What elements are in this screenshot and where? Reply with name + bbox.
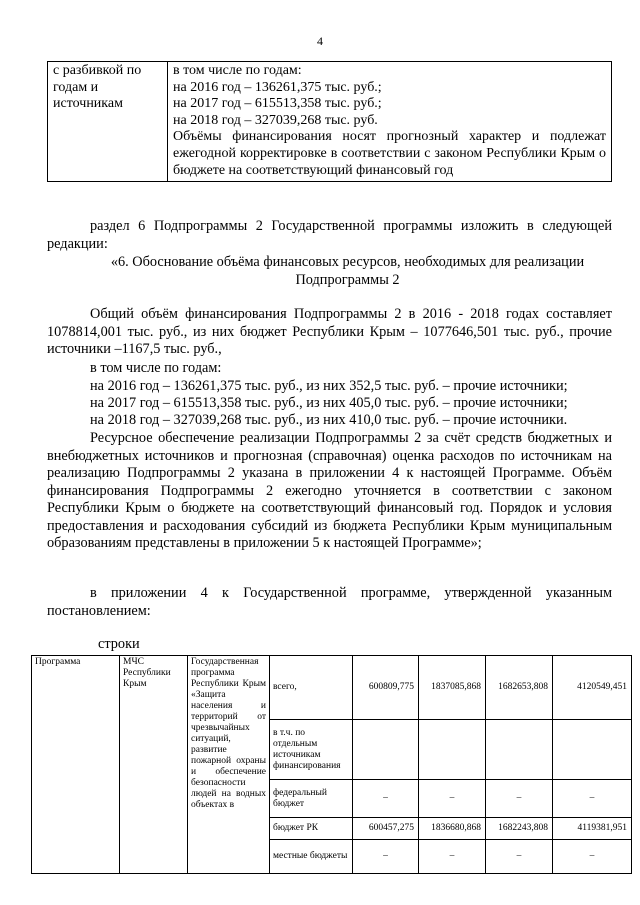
instruction-appendix4: в приложении 4 к Государственной программе, утвержденной указанным постановлением: xyxy=(47,585,612,619)
table-cell: 4119381,951 xyxy=(553,818,632,840)
table-cell: – xyxy=(419,840,486,874)
table-cell: 1837085,868 xyxy=(419,656,486,720)
table-cell: – xyxy=(353,840,419,874)
table-cell: 1682243,808 xyxy=(486,818,553,840)
table-cell xyxy=(419,720,486,780)
paragraph-resources: Ресурсное обеспечение реализации Подпрограммы 2 за счёт средств бюджетных и внебюджетных источников и прогнозная (справочная) оценка расходов по источникам на реализацию Подпрограммы 2 указана в приложении 4 к настоящей Программе. Объём финансирования Подпрограммы 2 ежегодно уточняется в соответствии с законом Республики Крым о бюджете на соответствующий финансовый год. Порядок и условия предоставления и расходования субсидий из бюджета Республики Крым муниципальным образованиям представлены в приложении 5 к настоящей Программе»; xyxy=(47,430,612,551)
funding-left-cell: с разбивкой по годам и источникам xyxy=(48,62,168,182)
page-number: 4 xyxy=(317,34,323,48)
section-title: «6. Обоснование объёма финансовых ресурсов, необходимых для реализации Подпрограммы 2 xyxy=(110,254,585,288)
row-label: местные бюджеты xyxy=(270,840,353,874)
year-2017-line: на 2017 год – 615513,358 тыс. руб., из них 405,0 тыс. руб. – прочие источники; xyxy=(90,395,568,411)
table-cell: 4120549,451 xyxy=(553,656,632,720)
table-cell: 600809,775 xyxy=(353,656,419,720)
agency-cell: МЧС Республики Крым xyxy=(120,656,188,874)
table-cell: 1836680,868 xyxy=(419,818,486,840)
table-cell xyxy=(486,720,553,780)
table-cell: – xyxy=(486,840,553,874)
table-cell xyxy=(353,720,419,780)
year-2016-line: на 2016 год – 136261,375 тыс. руб., из них 352,5 тыс. руб. – прочие источники; xyxy=(90,378,568,394)
table-cell: 600457,275 xyxy=(353,818,419,840)
table-cell: 1682653,808 xyxy=(486,656,553,720)
program-cell: Программа xyxy=(32,656,120,874)
table-cell: – xyxy=(419,780,486,818)
program-name-cell: Государственная программа Республики Крым «Защита населения и территорий от чрезвычайных ситуаций, развитие пожарной охраны и обеспечение безопасности людей на водных объектах в xyxy=(188,656,270,874)
row-label: федеральный бюджет xyxy=(270,780,353,818)
year-2018-line: на 2018 год – 327039,268 тыс. руб., из них 410,0 тыс. руб. – прочие источники. xyxy=(90,412,568,428)
table-cell: – xyxy=(553,780,632,818)
program-funding-table xyxy=(31,655,632,874)
row-label: всего, xyxy=(270,656,353,720)
table-cell: – xyxy=(486,780,553,818)
funding-note: Объёмы финансирования носят прогнозный характер и подлежат ежегодной корректировке в соответствии с законом Республики Крым о бюджете на соответствующий финансовый год xyxy=(173,129,606,178)
table-cell: – xyxy=(353,780,419,818)
funding-right-cell: в том числе по годам: на 2016 год – 136261,375 тыс. руб.; на 2017 год – 615513,358 тыс. руб.; на 2018 год – 327039,268 тыс. руб. Объёмы финансирования носят прогнозный характер и подлежат ежегодной корректировке в соответствии с законом Республики Крым о бюджете на соответствующий финансовый год xyxy=(168,62,612,182)
paragraph-total-funding: Общий объём финансирования Подпрограммы 2 в 2016 - 2018 годах составляет 1078814,001 тыс. руб., из них бюджет Республики Крым – 1077646,501 тыс. руб., прочие источники –1167,5 тыс. руб., xyxy=(47,306,612,357)
rows-label: строки xyxy=(98,636,140,652)
row-label: бюджет РК xyxy=(270,818,353,840)
instruction-section6: раздел 6 Подпрограммы 2 Государственной программы изложить в следующей редакции: xyxy=(47,218,612,252)
by-years-label: в том числе по годам: xyxy=(90,360,222,376)
table-cell xyxy=(553,720,632,780)
table-cell: – xyxy=(553,840,632,874)
row-label: в т.ч. по отдельным источникам финансирования xyxy=(270,720,353,780)
funding-summary-table xyxy=(47,61,612,182)
